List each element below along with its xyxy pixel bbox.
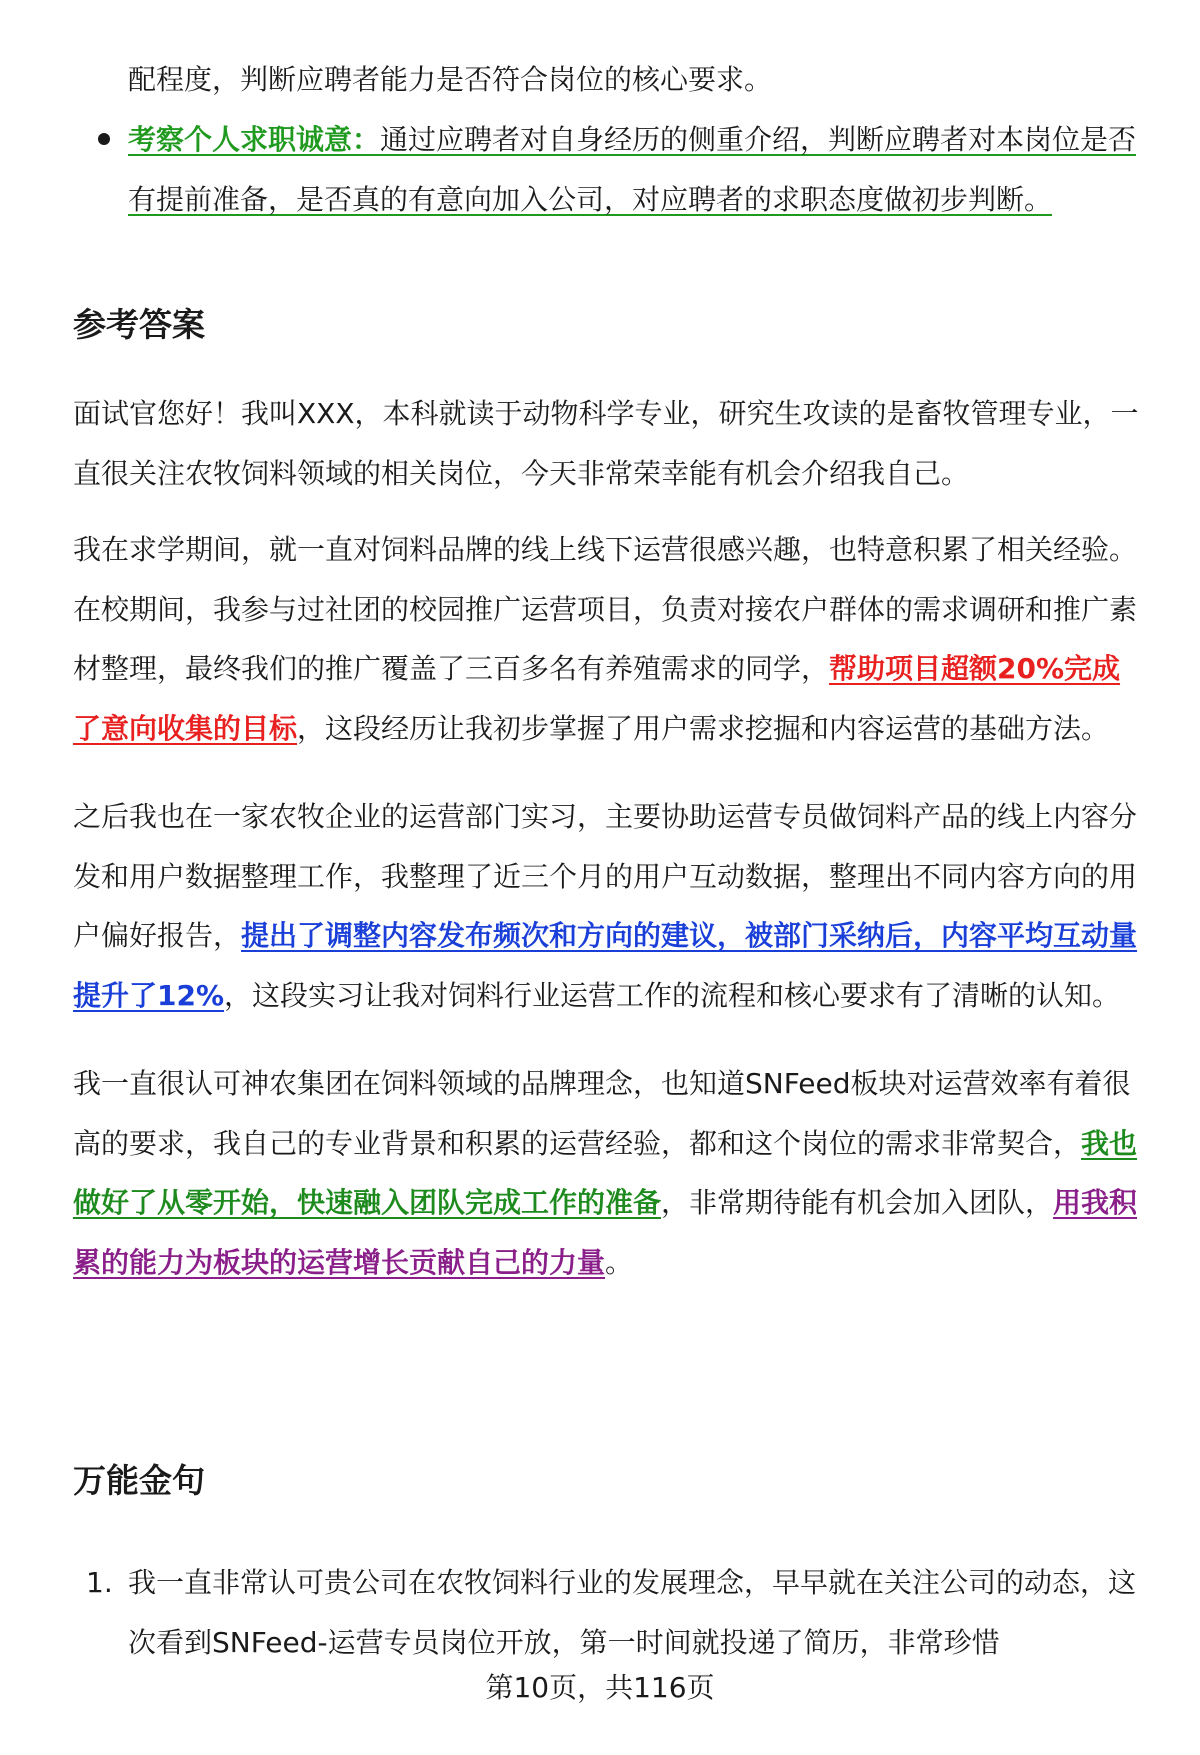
answer-paragraph-2 <box>73 520 1148 758</box>
reference-answer-heading: 参考答案 <box>73 305 205 344</box>
p2-highlight: 帮助项目超额20%完成了意向收集的目标 <box>73 652 1121 745</box>
bullet-item-sincerity <box>128 110 1148 229</box>
p2-text-before: 我在求学期间，就一直对饲料品牌的线上线下运营很感兴趣，也特意积累了相关经验。在校期间，我参与过社团的校园推广运营项目，负责对接农户群体的需求调研和推广素材整理，最终我们的推广覆盖了三百多名有养殖需求的同学， <box>73 533 1138 685</box>
p2-text-after: ，这段经历让我初步掌握了用户需求挖掘和内容运营的基础方法。 <box>297 711 1110 745</box>
list-item-number: 1. <box>86 1566 113 1599</box>
list-item-text: 我一直非常认可贵公司在农牧饲料行业的发展理念，早早就在关注公司的动态，这次看到SNFeed-运营专员岗位开放，第一时间就投递了简历，非常珍惜 <box>128 1566 1137 1659</box>
p4-highlight-purple: 用我积累的能力为板块的运营增长贡献自己的力量 <box>73 1186 1138 1279</box>
p3-text-after: ，这段实习让我对饲料行业运营工作的流程和核心要求有了清晰的认知。 <box>224 978 1121 1012</box>
p3-highlight: 提出了调整内容发布频次和方向的建议，被部门采纳后，内容平均互动量提升了12% <box>73 919 1138 1012</box>
answer-paragraph-1: 面试官您好！我叫XXX，本科就读于动物科学专业，研究生攻读的是畜牧管理专业，一直很关注农牧饲料领域的相关岗位，今天非常荣幸能有机会介绍我自己。 <box>73 397 1139 490</box>
continuation-paragraph: 配程度，判断应聘者能力是否符合岗位的核心要求。 <box>128 63 773 96</box>
p4-text-before: 我一直很认可神农集团在饲料领域的品牌理念，也知道SNFeed板块对运营效率有着很高的要求，我自己的专业背景和积累的运营经验，都和这个岗位的需求非常契合， <box>73 1067 1131 1160</box>
bullet-dot <box>98 133 110 145</box>
p4-text-after: 。 <box>605 1245 634 1279</box>
answer-paragraph-4 <box>73 1054 1148 1292</box>
p4-text-middle: ，非常期待能有机会加入团队， <box>661 1186 1054 1219</box>
answer-paragraph-3 <box>73 787 1148 1025</box>
bullet-label: 考察个人求职诚意： <box>128 123 381 156</box>
page-footer: 第10页，共116页 <box>485 1671 715 1704</box>
bullet-text: 通过应聘者对自身经历的侧重介绍，判断应聘者对本岗位是否有提前准备，是否真的有意向加入公司，对应聘者的求职态度做初步判断。 <box>128 123 1137 216</box>
p3-text-before: 之后我也在一家农牧企业的运营部门实习，主要协助运营专员做饲料产品的线上内容分发和用户数据整理工作，我整理了近三个月的用户互动数据，整理出不同内容方向的用户偏好报告， <box>73 800 1138 952</box>
p4-highlight-green: 我也做好了从零开始，快速融入团队完成工作的准备 <box>73 1126 1138 1219</box>
golden-sentence-heading: 万能金句 <box>73 1461 205 1500</box>
